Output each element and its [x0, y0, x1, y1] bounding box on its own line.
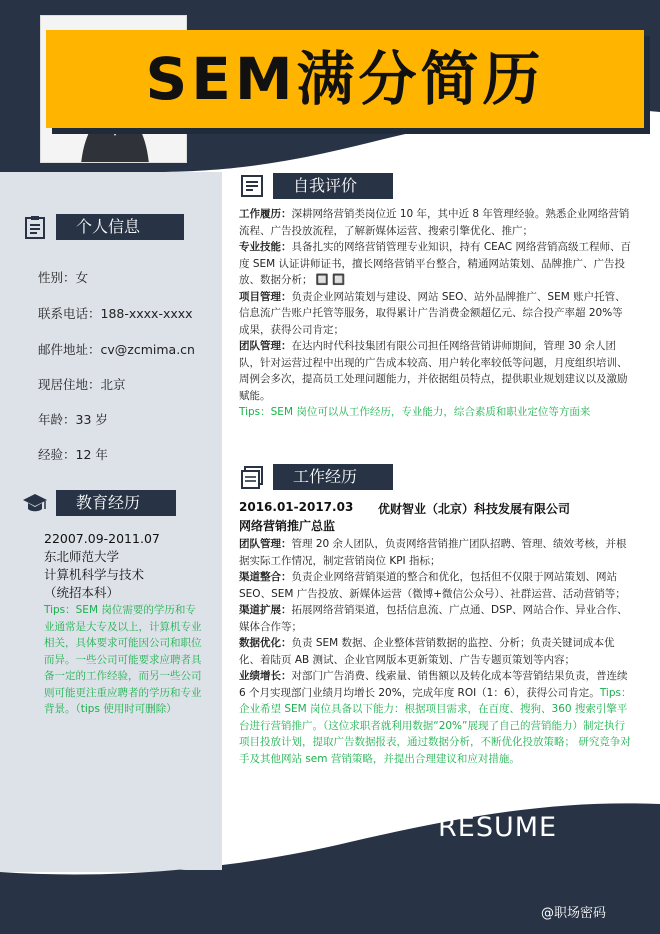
info-experience: 经验：12 年: [38, 447, 108, 462]
para-label: 团队管理：: [239, 340, 292, 352]
education-major: 计算机科学与技术: [44, 567, 145, 582]
info-gender: 性别：女: [38, 270, 89, 285]
para-text: 具备扎实的网络营销管理专业知识，持有 CEAC 网络营销高级工程师、百度 SEM 认证讲师证书，擅长网络营销平台整合，精通网站策划、品牌推广、广告投放、数据分析； 🔲 🔲: [239, 241, 631, 286]
info-email: 邮件地址：cv@zcmima.cn: [38, 342, 195, 357]
para-label: 渠道扩展：: [239, 604, 292, 616]
graduation-cap-icon: [22, 490, 48, 516]
para-text: 在达内时代科技集团有限公司担任网络营销讲师期间，管理 30 余人团队，针对运营过程中出现的广告成本较高、用户转化率较低等问题，月度组织培训、周例会多次，提高员工处理问题能力，并依据组员特点，提供职业规划建议以及激励赋能。: [239, 340, 628, 402]
para-label: 工作履历：: [239, 208, 292, 220]
para-label: 团队管理：: [239, 538, 292, 550]
work-heading: [239, 464, 393, 490]
self-eval-heading: [239, 173, 393, 199]
clipboard-icon: [22, 214, 48, 240]
watermark: @职场密码: [541, 906, 607, 921]
para-label: 渠道整合：: [239, 571, 292, 583]
work-body: [239, 536, 632, 767]
self-eval-para: [239, 206, 632, 239]
info-phone: 联系电话：188-xxxx-xxxx: [38, 306, 193, 321]
para-text: 负责企业网络营销渠道的整合和优化，包括但不仅限于网站策划、网站 SEO、SEM 广告投放、新媒体运营（微博+微信公众号）、社群运营、活动营销等；: [239, 571, 626, 600]
para-text: 拓展网络营销渠道，包括信息流、广点通、DSP、网站合作、异业合作、媒体合作等；: [239, 604, 628, 633]
para-label: 数据优化：: [239, 637, 292, 649]
education-heading: [22, 490, 176, 516]
para-text: 对部门广告消费、线索量、销售额以及转化成本等营销结果负责，普连续 6 个月实现部门业绩月均增长 20%，完成年度 ROI（1：6），获得公司肯定。: [239, 670, 628, 699]
work-para: [239, 602, 632, 635]
info-age: 年龄：33 岁: [38, 412, 108, 427]
self-eval-tip: Tips：SEM 岗位可以从工作经历，专业能力，综合素质和职业定位等方面来: [239, 406, 591, 418]
para-text: 管理 20 余人团队，负责网络营销推广团队招聘、管理、绩效考核，并根据实际工作情况，制定营销岗位 KPI 指标；: [239, 538, 627, 567]
work-position: 网络营销推广总监: [239, 519, 336, 533]
para-label: 项目管理：: [239, 290, 292, 303]
work-para: [239, 635, 632, 668]
work-company: 优财智业（北京）科技发展有限公司: [378, 502, 571, 516]
document-icon: [239, 173, 265, 199]
para-text: 负责 SEM 数据、企业整体营销数据的监控、分析；负责关键词成本优化、着陆页 AB 测试、企业官网版本更新策划、广告专题页策划等内容；: [239, 637, 615, 666]
self-eval-para: [239, 338, 632, 404]
para-label: 专业技能：: [239, 241, 292, 253]
stacked-documents-icon: [239, 464, 265, 490]
personal-info-title: 个人信息: [56, 214, 184, 240]
para-label: 业绩增长：: [239, 670, 292, 682]
work-title: 工作经历: [273, 464, 393, 490]
self-eval-para: [239, 289, 632, 339]
education-degree: （统招本科）: [44, 585, 120, 600]
education-school: 东北师范大学: [44, 549, 120, 564]
self-eval-body: [239, 206, 632, 421]
self-eval-title: 自我评价: [273, 173, 393, 199]
work-period: 2016.01-2017.03: [239, 500, 354, 514]
education-tip: Tips：SEM 岗位需要的学历和专业通常是大专及以上，计算机专业相关，具体要求可能因公司和职位而异。一些公司可能要求应聘者具备一定的工作经验，而另一些公司则可能更注重应聘者的学历和专业背景。（tips 使用时可删除）: [44, 604, 202, 715]
para-text: 深耕网络营销类岗位近 10 年，其中近 8 年管理经验。熟悉企业网络营销流程、广告投放流程，了解新媒体运营、搜索引擎优化、推广；: [239, 208, 630, 237]
education-title: 教育经历: [56, 490, 176, 516]
education-period: 22007.09-2011.07: [44, 531, 160, 546]
work-para: [239, 569, 632, 602]
work-tip: Tips：企业希望 SEM 岗位具备以下能力：根据项目需求，在百度、搜狗、360 搜索引擎平台进行营销推广。（这位求职者就利用数据“20%”展现了自己的营销能力）制定执行项目投放计划，提取广告数据报表，通过数据分析，不断优化投放策略； 研究竞争对手及其他网站 sem 营销策略，并提出合理建议和应对措施。: [239, 686, 632, 765]
personal-info-heading: [22, 214, 184, 240]
resume-title-banner: SEM满分简历: [46, 30, 644, 128]
para-text: 负责企业网站策划与建设、网站 SEO、站外品牌推广、SEM 账户托管、信息流广告账户托管等服务，取得累计广告消费金额超亿元、综合投产率超 20%等成果，获得公司肯定；: [239, 290, 626, 336]
resume-label: RESUME: [438, 812, 558, 843]
info-location: 现居住地：北京: [38, 377, 126, 392]
self-eval-para: [239, 239, 632, 289]
work-para: [239, 668, 632, 767]
work-para: [239, 536, 632, 569]
